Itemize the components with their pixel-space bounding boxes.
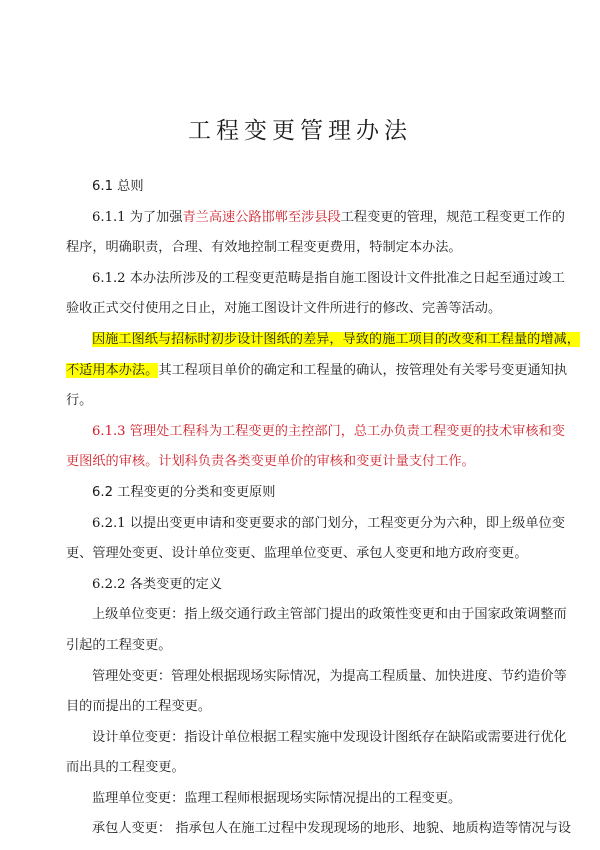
- red-highlighted-project-name: 青兰高速公路邯郸至涉县段: [182, 209, 341, 225]
- text-run: 6.1.1 为了加强: [92, 209, 183, 225]
- paragraph-6-1-2-line-1: 6.1.2 本办法所涉及的工程变更范畴是指自施工图设计文件批准之日起至通过竣工: [92, 270, 565, 286]
- section-heading-6-2: 6.2 工程变更的分类和变更原则: [92, 484, 276, 500]
- highlighted-paragraph-line-3: 行。: [66, 393, 93, 409]
- definition-management-line-2: 目的而提出的工程变更。: [66, 699, 212, 715]
- yellow-highlight: 因施工图纸与招标时初步设计图纸的差异，导致的施工项目的改变和工程量的增减，: [92, 331, 580, 347]
- definition-contractor-line-1: 承包人变更： 指承包人在施工过程中发现现场的地形、地貌、地质构造等情况与设: [92, 821, 571, 837]
- text-run: 其工程项目单价的确定和工程量的确认，按管理处有关零号变更通知执: [158, 362, 568, 378]
- definition-superior-line-1: 上级单位变更：指上级交通行政主管部门提出的政策性变更和由于国家政策调整而: [92, 607, 567, 623]
- paragraph-6-2-2: 6.2.2 各类变更的定义: [92, 576, 223, 592]
- highlighted-paragraph-line-1: [66, 325, 580, 356]
- paragraph-6-1-3-line-2: 更图纸的审核。计划科负责各类变更单价的审核和变更计量支付工作。: [66, 454, 475, 470]
- highlighted-paragraph-line-2: [66, 356, 568, 387]
- definition-design-line-2: 而出具的工程变更。: [66, 760, 185, 776]
- definition-supervisor: 监理单位变更：监理工程师根据现场实际情况提出的工程变更。: [92, 790, 462, 806]
- document-title: 工程变更管理办法: [188, 118, 412, 144]
- yellow-highlight: 不适用本办法。: [66, 362, 159, 378]
- paragraph-6-1-1-line-1: [66, 203, 565, 234]
- paragraph-6-1-2-line-2: 验收正式交付使用之日止，对施工图设计文件所进行的修改、完善等活动。: [66, 301, 502, 317]
- definition-superior-line-2: 引起的工程变更。: [66, 637, 172, 653]
- paragraph-6-1-1-line-2: 程序，明确职责，合理、有效地控制工程变更费用，特制定本办法。: [66, 240, 462, 256]
- paragraph-6-2-1-line-2: 更、管理处变更、设计单位变更、监理单位变更、承包人变更和地方政府变更。: [66, 546, 528, 562]
- paragraph-6-1-3-line-1: 6.1.3 管理处工程科为工程变更的主控部门，总工办负责工程变更的技术审核和变: [92, 423, 565, 439]
- definition-design-line-1: 设计单位变更：指设计单位根据工程实施中发现设计图纸存在缺陷或需要进行优化: [92, 729, 567, 745]
- definition-management-line-1: 管理处变更：管理处根据现场实际情况，为提高工程质量、加快进度、节约造价等: [92, 668, 567, 684]
- document-body: [66, 172, 580, 845]
- paragraph-6-2-1-line-1: 6.2.1 以提出变更申请和变更要求的部门划分，工程变更分为六种，即上级单位变: [92, 515, 565, 531]
- section-heading-6-1: 6.1 总则: [92, 179, 144, 194]
- text-run: 工程变更的管理，规范工程变更工作的: [340, 209, 565, 225]
